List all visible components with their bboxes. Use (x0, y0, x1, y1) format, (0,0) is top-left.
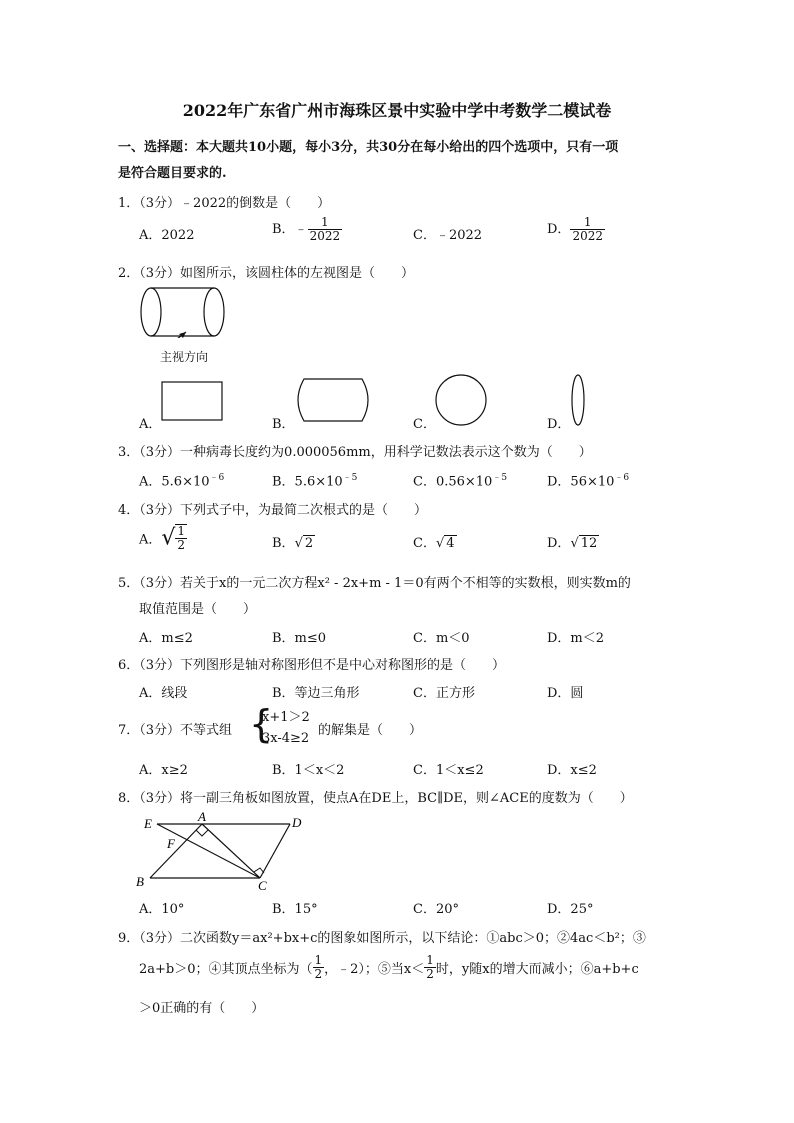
q3-option-b: B．$5.6\times 10^{﹣5}$ (272, 473, 358, 490)
point-label-a: A (198, 809, 206, 824)
q4-option-d: D．√ 12 (547, 536, 598, 551)
q7-stem-suffix: 的解集是（ ） (318, 723, 423, 738)
q7-option-b: B．1＜x＜2 (272, 763, 345, 778)
q5-stem-line2: 取值范围是（ ） (139, 602, 257, 617)
q5-option-c: C．m＜0 (413, 631, 470, 646)
q1-stem: 1．（3分）﹣2022的倒数是（ ） (118, 196, 331, 211)
q8-option-d: D．25° (547, 902, 594, 917)
cylinder-figure (138, 284, 238, 338)
q2-option-a: A． (139, 417, 162, 432)
point-label-f: F (167, 836, 175, 851)
q8-option-b: B．15° (272, 902, 318, 917)
q7-option-d: D．x≤2 (547, 763, 597, 778)
q3-option-a: A．$5.6\times 10^{﹣6}$ (139, 473, 225, 490)
section-heading-line2: 是符合题目要求的. (118, 166, 227, 181)
q2-stem: 2．（3分）如图所示，该圆柱体的左视图是（ ） (118, 266, 415, 281)
exam-title: 2022年广东省广州市海珠区景中实验中学中考数学二模试卷 (182, 101, 612, 120)
q7-inequality-2: 3x-4≥2 (262, 731, 310, 746)
point-label-c: C (258, 878, 267, 893)
q8-option-c: C．20° (413, 902, 459, 917)
q6-option-a: A．线段 (139, 686, 188, 701)
section-heading-line1: 一、选择题：本大题共10小题，每小3分，共30分在每小给出的四个选项中，只有一项 (118, 140, 619, 155)
q6-stem: 6．（3分）下列图形是轴对称图形但不是中心对称图形的是（ ） (118, 658, 506, 673)
q6-option-c: C．正方形 (413, 686, 475, 701)
q7-option-a: A．x≥2 (139, 763, 188, 778)
q5-stem-line1: 5．（3分）若关于x的一元二次方程x² - 2x+m - 1＝0有两个不相等的实数根，则实数m的 (118, 576, 631, 591)
q7-stem-prefix: 7．（3分）不等式组 (118, 723, 233, 738)
q1-option-d: D． $\frac{1}{2022}$ (547, 215, 603, 243)
q4-option-c: C．√ 4 (413, 536, 455, 551)
q5-option-a: A．m≤2 (139, 631, 193, 646)
q6-option-b: B．等边三角形 (272, 686, 360, 701)
q2-option-b: B． (272, 417, 295, 432)
point-label-e: E (144, 816, 152, 831)
q8-option-a: A．10° (139, 902, 185, 917)
q3-option-d: D．$56\times 10^{﹣6}$ (547, 473, 630, 490)
q1-option-c: C．﹣2022 (413, 228, 483, 243)
triangle-set-figure (130, 808, 310, 894)
q4-stem: 4．（3分）下列式子中，为最简二次根式的是（ ） (118, 503, 428, 518)
circle-shape (433, 372, 489, 428)
q9-stem-line1: 9．（3分）二次函数y＝ax²+bx+c的图象如图所示，以下结论：①abc＞0；②4ac＜b²；③ (118, 931, 646, 946)
q7-option-c: C．1＜x≤2 (413, 763, 484, 778)
q4-option-b: B．√ 2 (272, 536, 314, 551)
q3-option-c: C．$0.56\times 10^{﹣5}$ (413, 473, 508, 490)
rectangle-shape (160, 380, 226, 424)
q8-stem: 8．（3分）将一副三角板如图放置，使点A在DE上，BC∥DE，则∠ACE的度数为（ ） (118, 791, 633, 806)
q4-option-a: A．√ $\frac{1}{2}$ (139, 524, 186, 552)
q7-inequality-1: x+1＞2 (262, 710, 310, 725)
view-direction-label: 主视方向 (160, 350, 209, 364)
ellipse-shape (568, 372, 588, 428)
q6-option-d: D．圆 (547, 686, 584, 701)
q5-option-b: B．m≤0 (272, 631, 327, 646)
point-label-b: B (136, 874, 144, 889)
q1-option-b: B．﹣ $\frac{1}{2022}$ (272, 215, 341, 243)
rounded-rect-shape (294, 376, 374, 424)
q5-option-d: D．m＜2 (547, 631, 605, 646)
q2-option-c: C． (413, 417, 436, 432)
brace-icon: { (249, 702, 274, 746)
q2-option-d: D． (547, 417, 571, 432)
point-label-d: D (292, 815, 302, 830)
q9-stem-line3: ＞0正确的有（ ） (139, 1001, 265, 1016)
q1-option-a: A．2022 (139, 228, 195, 243)
q3-stem: 3．（3分）一种病毒长度约为0.000056mm，用科学记数法表示这个数为（ ） (118, 445, 592, 460)
q9-stem-line2: 2a+b＞0；④其顶点坐标为（ $\frac{1}{2}$ ，﹣2）；⑤当x＜ $\frac{1}{2}$ 时，y随x的增大而减小；⑥a+b+c (139, 953, 639, 981)
